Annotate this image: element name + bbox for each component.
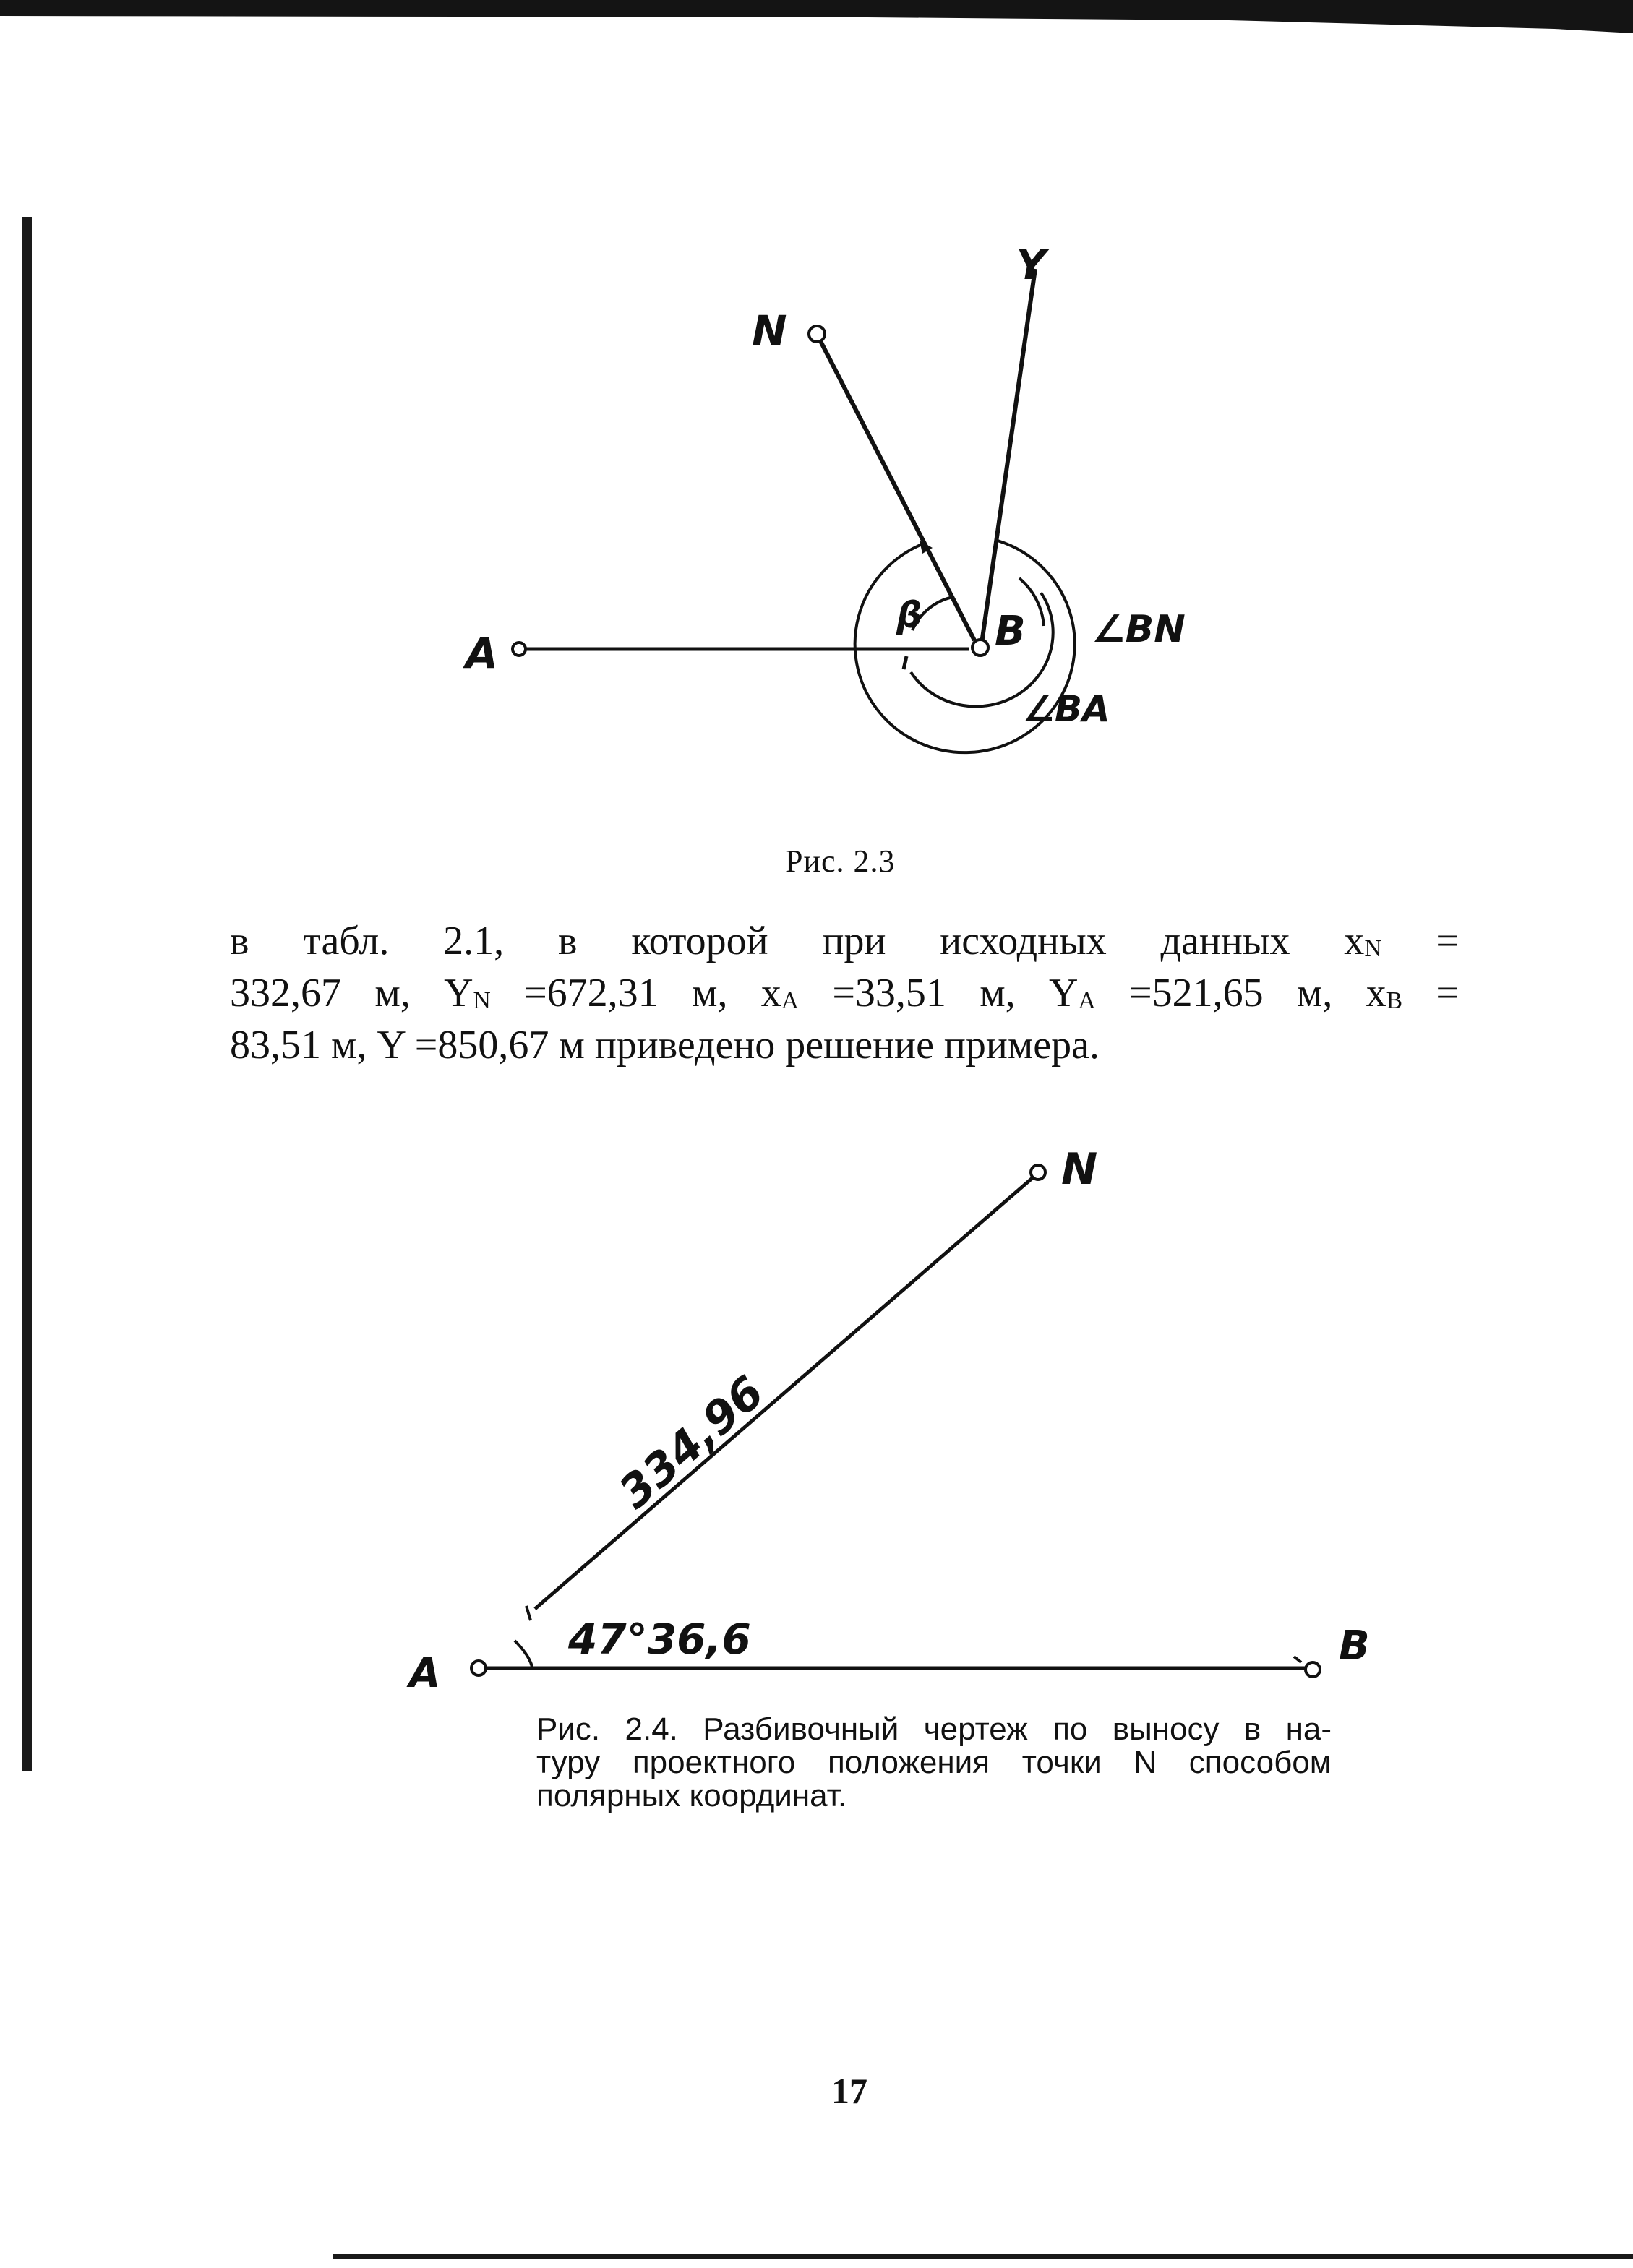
label-b: B [995,608,1026,655]
label-distance: 334,96 [608,1365,774,1519]
label-a: A [466,629,498,678]
angle-tick [526,1606,531,1620]
scan-bottom-border [333,2254,1633,2259]
point-b [972,640,988,656]
caption-line-3: полярных координат. [536,1778,847,1813]
label-alpha-ba: ∠BA [1022,688,1110,730]
point-a-2 [471,1661,486,1675]
page-number: 17 [831,2071,867,2111]
body-paragraph [230,918,1459,1068]
angle-arc [515,1641,532,1667]
end-tick [1294,1657,1301,1662]
point-n [809,326,825,342]
label-y: Y [1016,242,1046,289]
figure-caption-2-4 [536,1713,1332,1813]
caption-line-1: Рис. 2.4. Разбивочный чертеж по выносу в на- [536,1711,1332,1747]
paragraph-line-1: в табл. 2.1, в которой при исходных данных $x_N$ = [230,919,1459,963]
figure-2-4 [0,1084,1633,1735]
paragraph-line-2: 332,67 м, $Y_N =672,31$ м, $x_A =33,51$ м, $Y_A =521,65$ м, $x_B$ = [230,971,1459,1015]
label-a-2: A [409,1650,441,1697]
paragraph-line-3: 83,51 м, Y =850,67 м приведено решение примера. [230,1023,1100,1068]
point-a [513,643,526,656]
tick-beta [904,656,906,669]
label-n: N [752,306,787,356]
point-n-2 [1031,1165,1045,1180]
label-beta: β [896,594,922,636]
label-alpha-bn: ∠BN [1092,608,1186,651]
label-n-2: N [1061,1144,1098,1195]
figure-caption-2-3: Рис. 2.3 [785,843,896,879]
label-angle: 47°36,6 [568,1615,751,1664]
point-b-2 [1306,1662,1320,1677]
figure-2-3 [0,0,1633,831]
caption-line-2: туру проектного положения точки N способом [536,1745,1332,1780]
line-an [535,1178,1032,1609]
label-b-2: B [1339,1623,1370,1670]
